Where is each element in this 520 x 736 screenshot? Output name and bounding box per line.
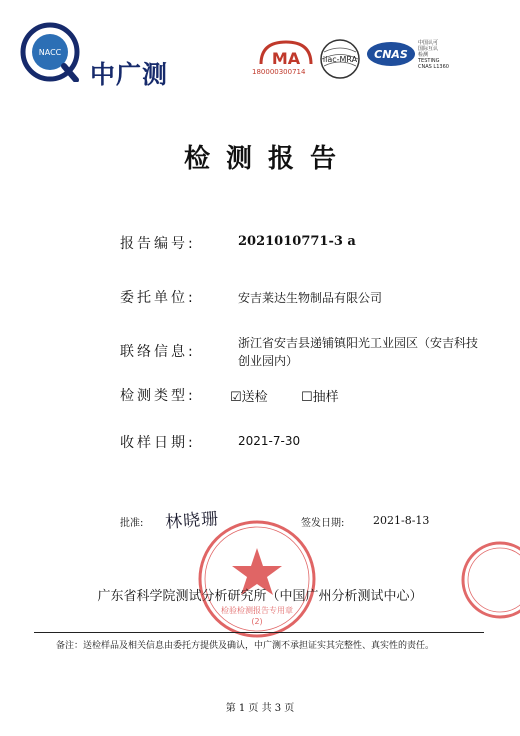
- official-seal-icon: [196, 518, 318, 640]
- cnas-text-line: CNAS L1360: [418, 64, 449, 70]
- seal-number: (2): [251, 617, 263, 626]
- cma-mark-label: MA: [271, 49, 301, 68]
- cnas-text-line: TESTING: [418, 58, 440, 64]
- seal-center-label: 检验检测报告专用章: [221, 606, 293, 615]
- cma-number: 180000300714: [252, 68, 306, 76]
- test-type-option-sampling: [301, 386, 339, 405]
- option-label: 送检: [241, 390, 268, 405]
- unchecked-box-icon: ☐: [301, 390, 313, 405]
- test-type-label: 检测类型:: [120, 388, 196, 404]
- cnas-mark-label: CNAS: [374, 48, 408, 61]
- cnas-mark-icon: [366, 40, 416, 68]
- test-type-option-submitted: [230, 386, 268, 405]
- page-indicator: 第 1 页 共 3 页: [225, 703, 295, 714]
- disclaimer-note: 备注：送检样品及相关信息由委托方提供及确认，中广测不承担证实其完整性、真实性的责任。: [56, 641, 435, 651]
- report-number-value: 2021010771-3 a: [238, 234, 356, 249]
- option-label: 抽样: [312, 390, 339, 405]
- nacc-logo-icon: [20, 22, 80, 82]
- footer-divider: [34, 632, 484, 633]
- approver-label: 批准:: [120, 518, 144, 529]
- cnas-text-line: 中国认可: [418, 40, 439, 46]
- contact-label: 联络信息:: [120, 344, 196, 360]
- receipt-date-value: 2021-7-30: [238, 434, 301, 448]
- partial-seal-icon: [460, 540, 520, 620]
- receipt-date-label: 收样日期:: [120, 435, 196, 451]
- approver-signature: 林晓珊: [164, 509, 220, 533]
- logo-badge-text: NACC: [38, 48, 62, 57]
- brand-name: 中广测: [90, 60, 169, 89]
- cnas-text-line: 国际互认: [418, 46, 439, 52]
- cnas-accreditation-text: [418, 40, 478, 70]
- issue-date-label: 签发日期:: [301, 518, 345, 529]
- contact-value: 浙江省安吉县递铺镇阳光工业园区（安吉科技创业园内）: [238, 336, 479, 368]
- checked-box-icon: ☑: [230, 390, 242, 405]
- institute-name: 广东省科学院测试分析研究所（中国广州分析测试中心）: [97, 589, 423, 604]
- issue-date-value: 2021-8-13: [373, 514, 430, 527]
- client-value: 安吉莱达生物制品有限公司: [238, 291, 383, 305]
- cnas-text-line: 检测: [418, 52, 429, 58]
- client-label: 委托单位:: [120, 290, 196, 306]
- ilac-mark-label: ilac-MRA: [322, 55, 358, 64]
- report-number-label: 报告编号:: [120, 236, 196, 252]
- document-title: 检测报告: [183, 144, 352, 174]
- ilac-mra-mark-icon: [316, 38, 364, 80]
